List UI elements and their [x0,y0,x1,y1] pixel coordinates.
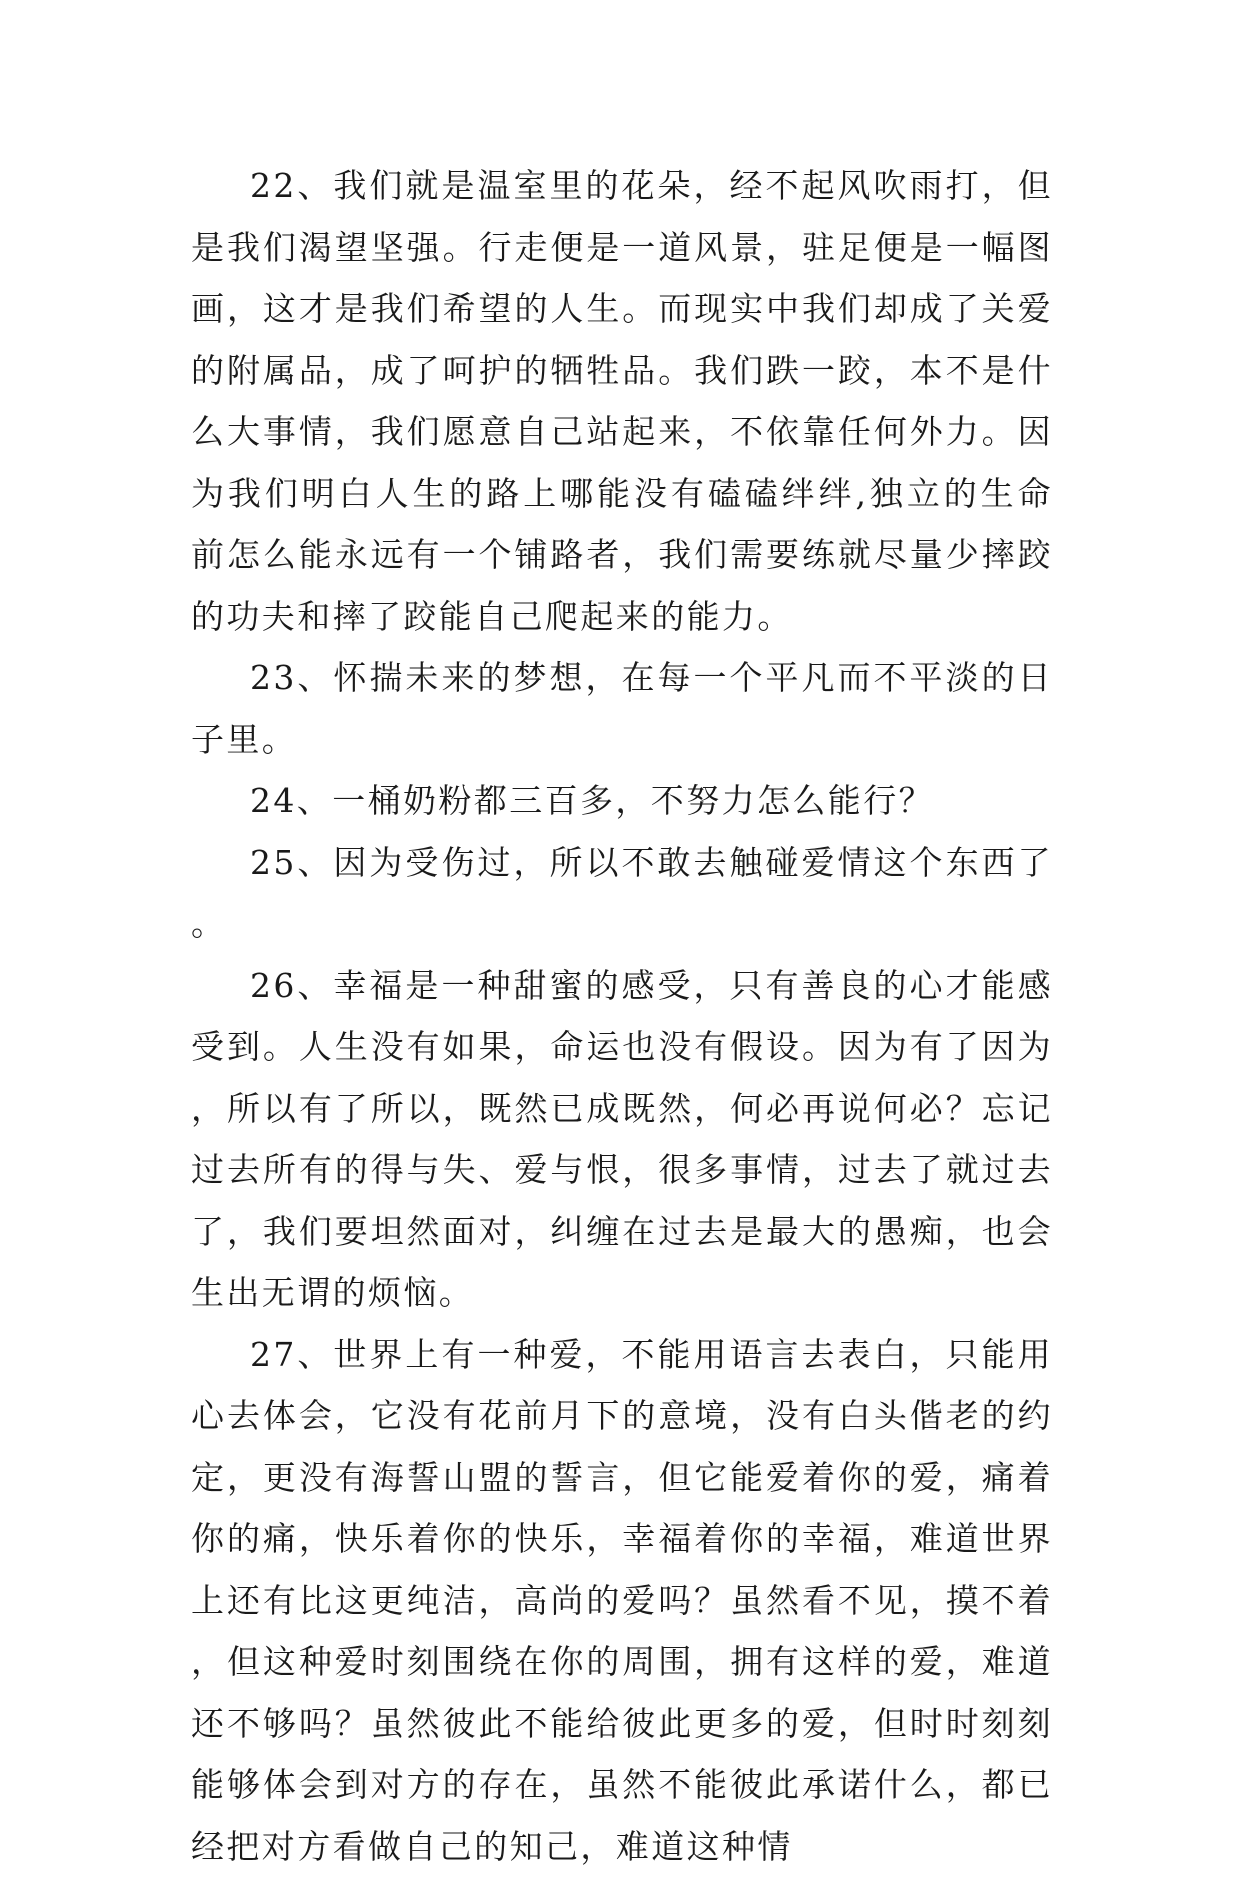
document-body [191,155,1053,1877]
paragraph-27: 27、世界上有一种爱，不能用语言去表白，只能用心去体会，它没有花前月下的意境，没有白头偕老的约定，更没有海誓山盟的誓言，但它能爱着你的爱，痛着你的痛，快乐着你的快乐，幸福着你的幸福，难道世界上还有比这更纯洁，高尚的爱吗？虽然看不见，摸不着，但这种爱时刻围绕在你的周围，拥有这样的爱，难道还不够吗？虽然彼此不能给彼此更多的爱，但时时刻刻能够体会到对方的存在，虽然不能彼此承诺什么，都已经把对方看做自己的知己，难道这种情 [191,1324,1053,1877]
paragraph-23: 23、怀揣未来的梦想，在每一个平凡而不平淡的日子里。 [191,647,1053,770]
paragraph-22: 22、我们就是温室里的花朵，经不起风吹雨打，但是我们渴望坚强。行走便是一道风景，驻足便是一幅图画，这才是我们希望的人生。而现实中我们却成了关爱的附属品，成了呵护的牺牲品。我们跌一跤，本不是什么大事情，我们愿意自己站起来，不依靠任何外力。因为我们明白人生的路上哪能没有磕磕绊绊,独立的生命前怎么能永远有一个铺路者，我们需要练就尽量少摔跤的功夫和摔了跤能自己爬起来的能力。 [191,155,1053,647]
paragraph-26: 26、幸福是一种甜蜜的感受，只有善良的心才能感受到。人生没有如果，命运也没有假设。因为有了因为，所以有了所以，既然已成既然，何必再说何必？忘记过去所有的得与失、爱与恨，很多事情，过去了就过去了，我们要坦然面对，纠缠在过去是最大的愚痴，也会生出无谓的烦恼。 [191,955,1053,1324]
paragraph-25: 25、因为受伤过，所以不敢去触碰爱情这个东西了。 [191,832,1053,955]
paragraph-24: 24、一桶奶粉都三百多，不努力怎么能行？ [191,770,1053,832]
